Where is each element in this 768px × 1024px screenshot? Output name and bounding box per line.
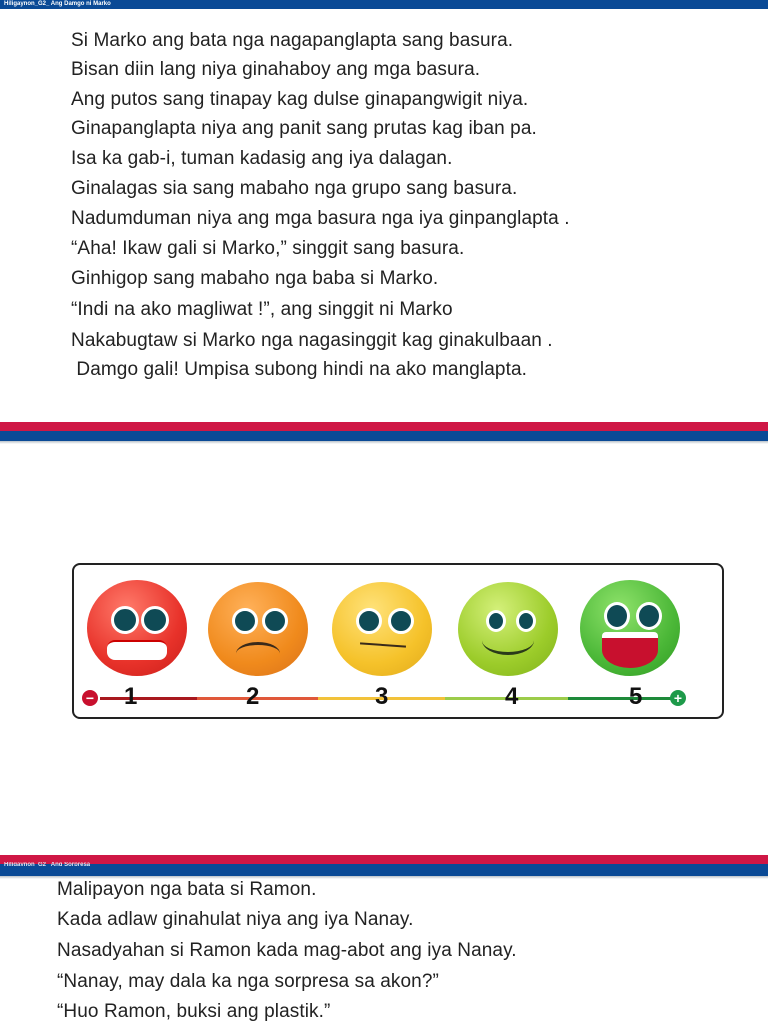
story-line: Malipayon nga bata si Ramon. (57, 879, 317, 900)
story-line: Nasadyahan si Ramon kada mag-abot ang iya Nanay. (57, 940, 517, 961)
footer-divider-blue (0, 864, 768, 876)
story-line: Nakabugtaw si Marko nga nagasinggit kag ginakulbaan . (71, 330, 553, 351)
story-line: “Aha! Ikaw gali si Marko,” singgit sang basura. (71, 238, 465, 259)
page-header-bar (0, 0, 768, 9)
story-line: Isa ka gab-i, tuman kadasig ang iya dalagan. (71, 148, 453, 169)
story-line: Damgo gali! Umpisa subong hindi na ako manglapta. (71, 359, 527, 380)
scale-number-3: 3 (375, 683, 389, 710)
story-line: Ginapanglapta niya ang panit sang prutas kag iban pa. (71, 118, 537, 139)
story-line: Ang putos sang tinapay kag dulse ginapangwigit niya. (71, 89, 529, 110)
frowning-face-icon (208, 582, 308, 676)
scale-number-1: 1 (124, 683, 138, 710)
minus-icon: − (82, 690, 98, 706)
scale-number-2: 2 (246, 683, 260, 710)
story-line: Nadumduman niya ang mga basura nga iya ginpanglapta . (71, 208, 570, 229)
scale-number-5: 5 (629, 683, 643, 710)
divider-red (0, 422, 768, 431)
scale-segment-1 (100, 697, 197, 700)
scale-number-4: 4 (505, 683, 519, 710)
divider-blue (0, 431, 768, 441)
angry-face-icon (87, 580, 187, 676)
laughing-face-icon (580, 580, 680, 676)
page-header-title: Hiligaynon_G2_ Ang Damgo ni Marko (4, 1, 111, 7)
story-line: “Nanay, may dala ka nga sorpresa sa akon?” (57, 971, 439, 992)
story-line: Ginhigop sang mabaho nga baba si Marko. (71, 268, 439, 289)
emoji-rating-scale (72, 563, 724, 719)
story-line: Ginalagas sia sang mabaho nga grupo sang basura. (71, 178, 518, 199)
story-line: “Indi na ako magliwat !”, ang singgit ni Marko (71, 299, 453, 320)
story-line: Bisan diin lang niya ginahaboy ang mga basura. (71, 59, 481, 80)
divider-shadow (0, 441, 768, 444)
footer-divider-red (0, 855, 768, 864)
second-page-header-title: Hiligaynon_G2_ Ang Sorpresa (4, 862, 91, 866)
story-line: “Huo Ramon, buksi ang plastik.” (57, 1001, 331, 1022)
neutral-face-icon (332, 582, 432, 676)
smiling-face-icon (458, 582, 558, 676)
story-line: Kada adlaw ginahulat niya ang iya Nanay. (57, 909, 414, 930)
story-line: Si Marko ang bata nga nagapanglapta sang basura. (71, 30, 514, 51)
plus-icon: + (670, 690, 686, 706)
scale-segment-5 (568, 697, 672, 700)
